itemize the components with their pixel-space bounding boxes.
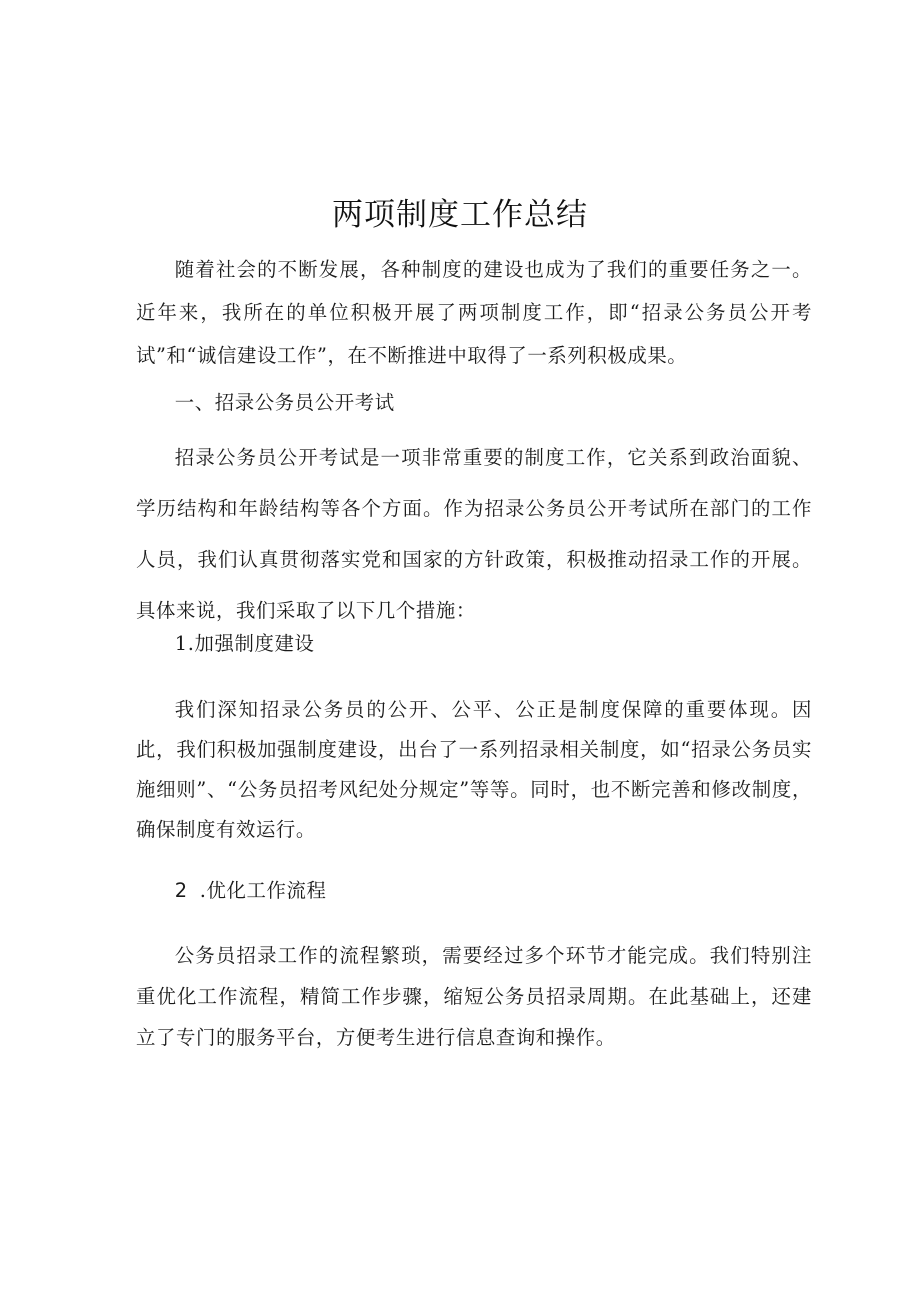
item-heading-2-text: .优化工作流程 — [199, 879, 327, 902]
intro-paragraph: 随着社会的不断发展，各种制度的建设也成为了我们的重要任务之一。近年来，我所在的单位积极开展了两项制度工作，即“招录公务员公开考试”和“诚信建设工作”，在不断推进中取得了一系列积极成果。 — [136, 258, 812, 367]
document-title: 两项制度工作总结 — [332, 197, 588, 233]
item-heading-2 — [136, 876, 812, 906]
item-number-2: 2 — [174, 879, 188, 902]
item-paragraph-2: 公务员招录工作的流程繁琐，需要经过多个环节才能完成。我们特别注重优化工作流程，精简工作步骤，缩短公务员招录周期。在此基础上，还建立了专门的服务平台，方便考生进行信息查询和操作。 — [136, 944, 812, 1049]
item-heading-1: 1.加强制度建设 — [174, 632, 315, 655]
section-heading-1: 一、招录公务员公开考试 — [174, 391, 395, 414]
section-paragraph-1: 招录公务员公开考试是一项非常重要的制度工作，它关系到政治面貌、学历结构和年龄结构等各个方面。作为招录公务员公开考试所在部门的工作人员，我们认真贯彻落实党和国家的方针政策，积极推动招录工作的开展。具体来说，我们采取了以下几个措施： — [136, 446, 812, 622]
item-paragraph-1: 我们深知招录公务员的公开、公平、公正是制度保障的重要体现。因此，我们积极加强制度建设，出台了一系列招录相关制度，如“招录公务员实施细则”、“公务员招考风纪处分规定”等等。同时，也不断完善和修改制度，确保制度有效运行。 — [136, 698, 812, 841]
